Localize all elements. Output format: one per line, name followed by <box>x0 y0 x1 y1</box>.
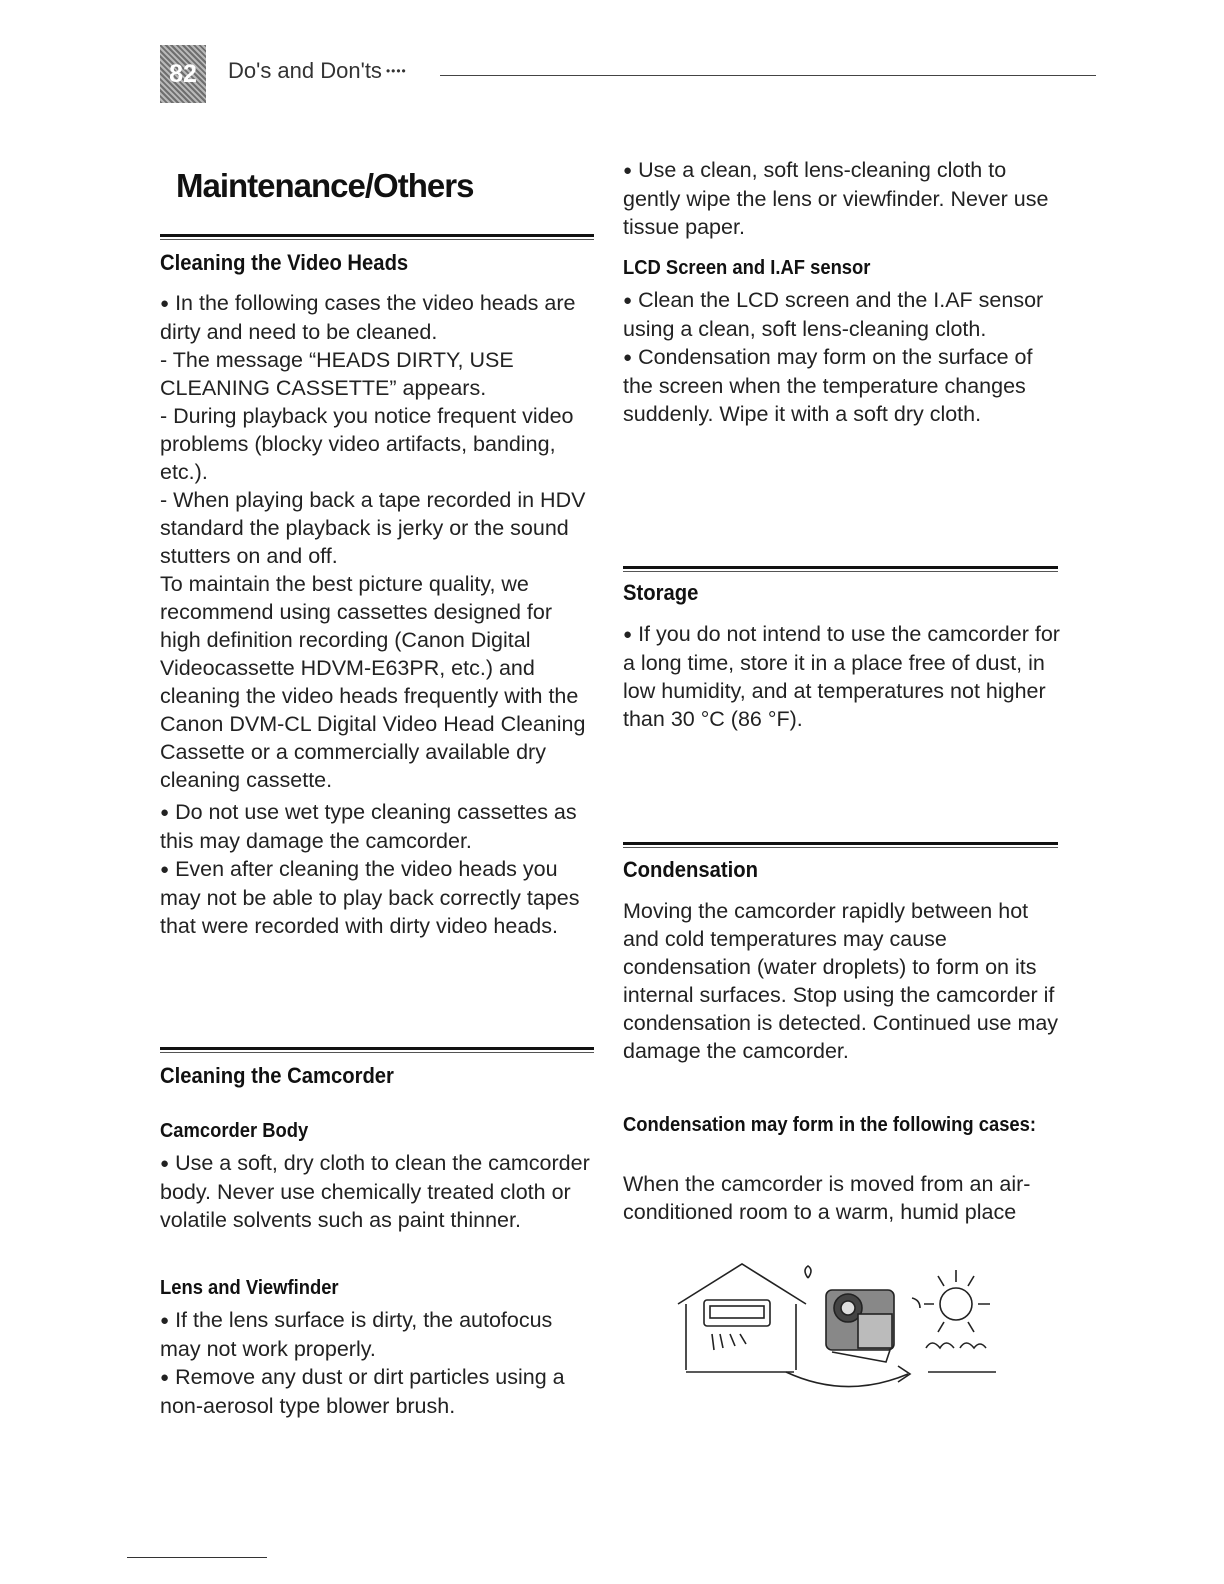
camcorder-body-text <box>160 1149 596 1234</box>
lens-p3: ● Use a clean, soft lens-cleaning cloth to gently wipe the lens or viewfinder. Never use tissue paper. <box>623 156 1063 241</box>
header-rule <box>440 75 1096 76</box>
page-header <box>160 45 1096 105</box>
cleaning-heads-p4: - When playing back a tape recorded in HDV standard the playback is jerky or the sound stutters on and off. <box>160 488 586 568</box>
camcorder-body-p1: ● Use a soft, dry cloth to clean the camcorder body. Never use chemically treated cloth or volatile solvents such as paint thinner. <box>160 1149 596 1234</box>
cleaning-heads-p6: ● Do not use wet type cleaning cassettes as this may damage the camcorder. <box>160 798 596 855</box>
cleaning-heads-p5: To maintain the best picture quality, we recommend using cassettes designed for high definition recording (Canon Digital Videocassette HDVM-E63PR, etc.) and cleaning the video heads frequently with the Canon DVM-CL Digital Video Head Cleaning Cassette or a commercially available dry cleaning cassette. <box>160 572 586 792</box>
section-rule <box>623 842 1058 848</box>
page-number: 82 <box>160 45 206 103</box>
section-name-text: Do's and Don'ts <box>228 58 382 83</box>
header-dots: •••• <box>385 64 407 78</box>
condensation-subheading: Condensation may form in the following cases: <box>623 1114 1037 1136</box>
footer-rule <box>127 1557 267 1558</box>
cleaning-heads-p7: ● Even after cleaning the video heads you may not be able to play back correctly tapes that were recorded with dirty video heads. <box>160 855 596 940</box>
storage-p1: ● If you do not intend to use the camcorder for a long time, store it in a place free of dust, in low humidity, and at temperatures not higher than 30 °C (86 °F). <box>623 620 1063 733</box>
condensation-heading: Condensation <box>623 857 758 882</box>
cleaning-heads-body <box>160 289 596 940</box>
cleaning-heads-heading: Cleaning the Video Heads <box>160 250 409 275</box>
storage-text <box>623 620 1063 733</box>
lens-p1: ● If the lens surface is dirty, the autofocus may not work properly. <box>160 1306 596 1363</box>
lens-continued-text <box>623 156 1063 241</box>
lens-viewfinder-heading: Lens and Viewfinder <box>160 1277 339 1299</box>
section-rule <box>160 234 594 240</box>
camcorder-body-heading: Camcorder Body <box>160 1120 309 1142</box>
condensation-p1: Moving the camcorder rapidly between hot and cold temperatures may cause condensation (water droplets) to form on its internal surfaces. Stop using the camcorder if condensation is detected. Continued use may damage the camcorder. <box>623 899 1059 1063</box>
section-rule <box>160 1047 594 1053</box>
lens-p2: ● Remove any dust or dirt particles using a non-aerosol type blower brush. <box>160 1363 596 1420</box>
condensation-text <box>623 897 1063 1065</box>
condensation-p2: When the camcorder is moved from an air-conditioned room to a warm, humid place <box>623 1172 1031 1224</box>
cleaning-heads-p2: - The message “HEADS DIRTY, USE CLEANING CASSETTE” appears. <box>160 348 514 400</box>
lcd-p2: ● Condensation may form on the surface of the screen when the temperature changes suddenly. Wipe it with a soft dry cloth. <box>623 343 1063 428</box>
storage-heading: Storage <box>623 580 699 605</box>
section-rule <box>623 566 1058 572</box>
lcd-text <box>623 286 1063 428</box>
lcd-heading: LCD Screen and I.AF sensor <box>623 257 871 279</box>
condensation-illustration <box>676 1262 1006 1394</box>
condensation-cases-text <box>623 1170 1063 1226</box>
lcd-p1: ● Clean the LCD screen and the I.AF sensor using a clean, soft lens-cleaning cloth. <box>623 286 1063 343</box>
main-title: Maintenance/Others <box>176 167 474 204</box>
section-name <box>228 58 407 84</box>
cleaning-heads-p1: ● In the following cases the video heads are dirty and need to be cleaned. <box>160 289 596 346</box>
lens-viewfinder-text <box>160 1306 596 1420</box>
cleaning-camcorder-heading: Cleaning the Camcorder <box>160 1063 394 1088</box>
cleaning-heads-p3: - During playback you notice frequent video problems (blocky video artifacts, banding, etc.). <box>160 404 574 484</box>
